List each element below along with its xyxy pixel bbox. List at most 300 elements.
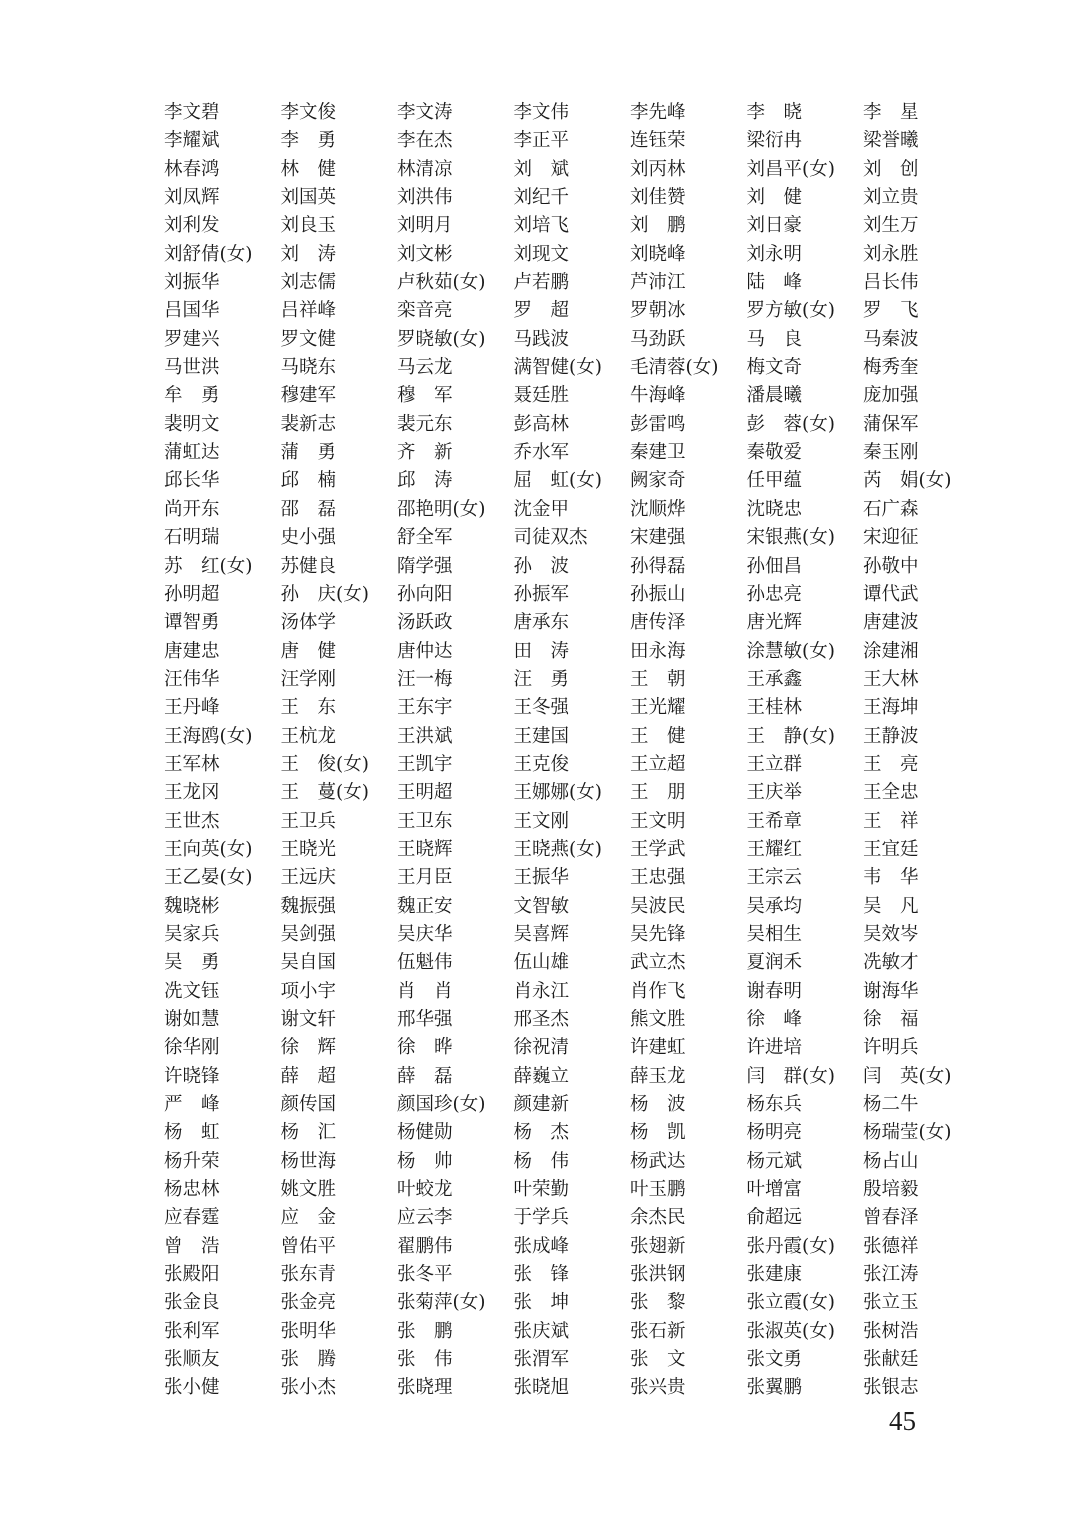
name-entry: 冼文钰 <box>164 980 220 1002</box>
name-entry: 徐 晔 <box>397 1037 453 1059</box>
name-entry: 王龙冈 <box>164 782 220 804</box>
name-entry: 王月臣 <box>397 867 453 889</box>
name-entry: 杨 杰 <box>513 1122 570 1144</box>
name-entry: 隋学强 <box>397 555 453 577</box>
name-entry: 徐华刚 <box>164 1037 220 1059</box>
name-entry: 王卫东 <box>397 810 453 832</box>
name-entry: 谢文轩 <box>280 1009 337 1030</box>
name-entry: 张淑英(女) <box>746 1320 835 1342</box>
name-entry: 王 朋 <box>630 782 686 804</box>
name-entry: 伍山雄 <box>513 952 570 974</box>
name-entry: 任甲蕴 <box>746 470 803 492</box>
name-entry: 孙振军 <box>513 583 570 605</box>
name-entry: 王世杰 <box>164 810 220 832</box>
name-entry: 张 鹏 <box>397 1320 453 1342</box>
name-entry: 王建国 <box>513 725 570 747</box>
name-entry: 田 涛 <box>513 640 570 662</box>
name-entry: 沈金甲 <box>513 498 570 520</box>
name-entry: 谢如慧 <box>164 1009 220 1030</box>
name-entry: 舒全军 <box>397 527 453 549</box>
name-entry: 罗方敏(女) <box>746 300 835 322</box>
name-entry: 王克俊 <box>513 753 570 775</box>
name-entry: 秦敬爱 <box>746 442 803 464</box>
name-entry: 杨升荣 <box>164 1150 220 1172</box>
name-entry: 薛 磊 <box>397 1065 453 1087</box>
name-entry: 吕长伟 <box>863 272 919 294</box>
name-entry: 王 健 <box>630 725 686 747</box>
name-entry: 刘佳赞 <box>630 187 686 209</box>
name-entry: 应春霆 <box>164 1207 220 1229</box>
name-entry: 孙 庆(女) <box>280 583 369 605</box>
name-entry: 曾 浩 <box>164 1235 220 1257</box>
name-entry: 王桂林 <box>746 697 803 719</box>
name-entry: 屈 虹(女) <box>513 470 602 492</box>
name-entry: 李先峰 <box>630 102 686 123</box>
name-entry: 李正平 <box>513 130 570 152</box>
name-entry: 罗 飞 <box>863 300 919 322</box>
name-entry: 韦 华 <box>863 867 919 889</box>
name-entry: 刘良玉 <box>280 215 337 237</box>
name-entry: 卢若鹏 <box>513 272 570 294</box>
name-entry: 裴明文 <box>164 413 220 435</box>
name-entry: 王远庆 <box>280 867 337 889</box>
name-entry: 孙明超 <box>164 583 220 605</box>
name-entry: 杨健勋 <box>397 1122 453 1144</box>
name-entry: 张明华 <box>280 1320 337 1342</box>
name-entry: 刘晓峰 <box>630 243 686 265</box>
name-entry: 张丹霞(女) <box>746 1235 835 1257</box>
name-entry: 王 东 <box>280 697 337 719</box>
name-entry: 唐仲达 <box>397 640 453 662</box>
name-entry: 王晓光 <box>280 838 337 860</box>
name-entry: 卢秋茹(女) <box>397 272 486 294</box>
name-entry: 王 亮 <box>863 753 919 775</box>
name-entry: 冼敏才 <box>863 952 919 974</box>
name-entry: 田永海 <box>630 640 686 662</box>
name-entry: 杨 伟 <box>513 1150 570 1172</box>
name-entry: 谢春明 <box>746 980 803 1002</box>
name-entry: 汪 勇 <box>513 668 570 690</box>
name-entry: 薛 超 <box>280 1065 337 1087</box>
name-entry: 李耀斌 <box>164 130 220 152</box>
name-entry: 孙忠亮 <box>746 583 803 605</box>
name-entry: 王文刚 <box>513 810 570 832</box>
name-entry: 罗建兴 <box>164 328 220 350</box>
name-entry: 文智敏 <box>513 895 570 917</box>
name-entry: 杨瑞莹(女) <box>863 1122 952 1144</box>
name-entry: 谢海华 <box>863 980 919 1002</box>
name-entry: 杨 波 <box>630 1094 686 1116</box>
name-entry: 刘 创 <box>863 158 919 180</box>
name-entry: 邱 涛 <box>397 470 453 492</box>
name-entry: 蒲 勇 <box>280 442 337 464</box>
name-entry: 王希章 <box>746 810 803 832</box>
name-entry: 颜传国 <box>280 1094 337 1116</box>
name-entry: 刘现文 <box>513 243 570 265</box>
name-entry: 王立群 <box>746 753 803 775</box>
name-entry: 杨占山 <box>863 1150 919 1172</box>
name-entry: 刘志儒 <box>280 272 337 294</box>
name-entry: 徐 辉 <box>280 1037 337 1059</box>
name-entry: 连钰荣 <box>630 130 686 152</box>
name-entry: 刘培飞 <box>513 215 570 237</box>
name-entry: 邢华强 <box>397 1009 453 1030</box>
name-entry: 刘 涛 <box>280 243 337 265</box>
name-entry: 张渭军 <box>513 1349 570 1371</box>
name-entry: 彭 蓉(女) <box>746 413 835 435</box>
name-entry: 司徒双杰 <box>513 527 588 549</box>
name-entry: 殷培毅 <box>863 1179 919 1201</box>
name-entry: 刘日豪 <box>746 215 803 237</box>
name-entry: 马世洪 <box>164 357 220 379</box>
name-entry: 吕国华 <box>164 300 220 322</box>
name-entry: 马秦波 <box>863 328 919 350</box>
name-entry: 叶蛟龙 <box>397 1179 453 1201</box>
name-entry: 夏润禾 <box>746 952 803 974</box>
name-entry: 王军林 <box>164 753 220 775</box>
name-entry: 王凯宇 <box>397 753 453 775</box>
name-entry: 王 静(女) <box>746 725 835 747</box>
name-entry: 张庆斌 <box>513 1320 570 1342</box>
name-entry: 苏健良 <box>280 555 337 577</box>
name-entry: 秦建卫 <box>630 442 686 464</box>
name-entry: 邱 楠 <box>280 470 337 492</box>
name-entry: 张 锋 <box>513 1264 570 1286</box>
name-entry: 吴喜辉 <box>513 923 570 945</box>
name-entry: 吴先锋 <box>630 923 686 945</box>
name-entry: 蒲虹达 <box>164 442 220 464</box>
name-entry: 王忠强 <box>630 867 686 889</box>
name-entry: 王晓燕(女) <box>513 838 602 860</box>
name-entry: 唐建忠 <box>164 640 220 662</box>
name-entry: 马劲跃 <box>630 328 686 350</box>
name-entry: 曾春泽 <box>863 1207 919 1229</box>
name-entry: 吴剑强 <box>280 923 337 945</box>
name-entry: 张银志 <box>863 1377 919 1399</box>
name-entry: 颜国珍(女) <box>397 1094 486 1116</box>
name-entry: 曾佑平 <box>280 1235 337 1257</box>
name-entry: 颜建新 <box>513 1094 570 1116</box>
name-entry: 张金良 <box>164 1292 220 1314</box>
name-entry: 吴效岑 <box>863 923 919 945</box>
name-entry: 许晓锋 <box>164 1065 220 1087</box>
name-entry: 杨元斌 <box>746 1150 803 1172</box>
name-entry: 张小杰 <box>280 1377 337 1399</box>
name-entry: 魏振强 <box>280 895 337 917</box>
name-entry: 孙振山 <box>630 583 686 605</box>
name-entry: 闫 英(女) <box>863 1065 952 1087</box>
name-entry: 刘明月 <box>397 215 453 237</box>
name-entry: 翟鹏伟 <box>397 1235 453 1257</box>
name-entry: 杨 凯 <box>630 1122 686 1144</box>
name-entry: 刘洪伟 <box>397 187 453 209</box>
name-entry: 潘晨曦 <box>746 385 803 407</box>
name-entry: 马云龙 <box>397 357 453 379</box>
name-entry: 杨忠林 <box>164 1179 220 1201</box>
name-entry: 李在杰 <box>397 130 453 152</box>
name-entry: 徐祝清 <box>513 1037 570 1059</box>
name-entry: 唐 健 <box>280 640 337 662</box>
name-entry: 孙敬中 <box>863 555 919 577</box>
name-entry: 张金亮 <box>280 1292 337 1314</box>
name-entry: 唐光辉 <box>746 612 803 634</box>
name-entry: 林春鸿 <box>164 158 220 180</box>
name-entry: 王 祥 <box>863 810 919 832</box>
name-entry: 张菊萍(女) <box>397 1292 486 1314</box>
name-entry: 孙佃昌 <box>746 555 803 577</box>
name-entry: 梅秀奎 <box>863 357 919 379</box>
name-entry: 杨明亮 <box>746 1122 803 1144</box>
name-entry: 王庆举 <box>746 782 803 804</box>
name-entry: 熊文胜 <box>630 1009 686 1030</box>
name-entry: 闫 群(女) <box>746 1065 835 1087</box>
name-entry: 张建康 <box>746 1264 803 1286</box>
name-entry: 裴元东 <box>397 413 453 435</box>
name-entry: 徐 峰 <box>746 1009 803 1030</box>
name-entry: 应 金 <box>280 1207 337 1229</box>
name-entry: 严 峰 <box>164 1094 220 1116</box>
name-entry: 罗文健 <box>280 328 337 350</box>
name-entry: 吴承均 <box>746 895 803 917</box>
name-entry: 王海鸥(女) <box>164 725 253 747</box>
name-entry: 毛清蓉(女) <box>630 357 719 379</box>
name-entry: 林清凉 <box>397 158 453 180</box>
name-entry: 王文明 <box>630 810 686 832</box>
name-entry: 杨东兵 <box>746 1094 803 1116</box>
name-entry: 王洪斌 <box>397 725 453 747</box>
name-entry: 张顺友 <box>164 1349 220 1371</box>
name-entry: 王宜廷 <box>863 838 919 860</box>
name-entry: 张殿阳 <box>164 1264 220 1286</box>
name-entry: 谭代武 <box>863 583 919 605</box>
name-entry: 聂廷胜 <box>513 385 570 407</box>
name-entry: 陆 峰 <box>746 272 803 294</box>
name-entry: 刘立贵 <box>863 187 919 209</box>
name-entry: 马践波 <box>513 328 570 350</box>
name-entry: 王静波 <box>863 725 919 747</box>
name-entry: 史小强 <box>280 527 337 549</box>
name-entry: 张翅新 <box>630 1235 686 1257</box>
name-entry: 罗晓敏(女) <box>397 328 486 350</box>
name-entry: 许明兵 <box>863 1037 919 1059</box>
name-entry: 王海坤 <box>863 697 919 719</box>
name-entry: 穆建军 <box>280 385 337 407</box>
name-entry: 吴庆华 <box>397 923 453 945</box>
name-entry: 张德祥 <box>863 1235 919 1257</box>
name-list-grid <box>164 99 980 1403</box>
name-entry: 张翼鹏 <box>746 1377 803 1399</box>
name-entry: 李文涛 <box>397 102 453 123</box>
name-entry: 刘文彬 <box>397 243 453 265</box>
name-entry: 项小宇 <box>280 980 337 1002</box>
name-entry: 刘 斌 <box>513 158 570 180</box>
name-entry: 张冬平 <box>397 1264 453 1286</box>
name-entry: 肖作飞 <box>630 980 686 1002</box>
name-entry: 张晓旭 <box>513 1377 570 1399</box>
name-entry: 杨 汇 <box>280 1122 337 1144</box>
name-entry: 杨 帅 <box>397 1150 453 1172</box>
name-entry: 梁誉曦 <box>863 130 919 152</box>
name-entry: 马 良 <box>746 328 803 350</box>
name-entry: 石明瑞 <box>164 527 220 549</box>
name-entry: 王 朝 <box>630 668 686 690</box>
name-entry: 刘振华 <box>164 272 220 294</box>
name-entry: 孙得磊 <box>630 555 686 577</box>
name-entry: 唐建波 <box>863 612 919 634</box>
name-entry: 张成峰 <box>513 1235 570 1257</box>
name-entry: 吴相生 <box>746 923 803 945</box>
name-entry: 王学武 <box>630 838 686 860</box>
name-entry: 牟 勇 <box>164 385 220 407</box>
name-entry: 阙家奇 <box>630 470 686 492</box>
name-entry: 栾音亮 <box>397 300 453 322</box>
name-entry: 芦沛江 <box>630 272 686 294</box>
name-entry: 彭雷鸣 <box>630 413 686 435</box>
name-entry: 俞超远 <box>746 1207 803 1229</box>
name-entry: 吴自国 <box>280 952 337 974</box>
name-entry: 涂建湘 <box>863 640 919 662</box>
name-entry: 刘 鹏 <box>630 215 686 237</box>
name-entry: 杨世海 <box>280 1150 337 1172</box>
name-entry: 林 健 <box>280 158 337 180</box>
name-entry: 张 黎 <box>630 1292 686 1314</box>
name-entry: 徐 福 <box>863 1009 919 1030</box>
name-entry: 吴家兵 <box>164 923 220 945</box>
name-entry: 沈晓忠 <box>746 498 803 520</box>
name-entry: 王杭龙 <box>280 725 337 747</box>
name-entry: 张东青 <box>280 1264 337 1286</box>
name-entry: 许进培 <box>746 1037 803 1059</box>
name-entry: 梅文奇 <box>746 357 803 379</box>
name-entry: 刘凤辉 <box>164 187 220 209</box>
name-entry: 李文碧 <box>164 102 220 123</box>
name-entry: 齐 新 <box>397 442 453 464</box>
name-entry: 邵艳明(女) <box>397 498 486 520</box>
name-entry: 石广森 <box>863 498 919 520</box>
name-entry: 王 俊(女) <box>280 753 369 775</box>
name-entry: 芮 娟(女) <box>863 470 952 492</box>
name-entry: 叶增富 <box>746 1179 803 1201</box>
name-entry: 张小健 <box>164 1377 220 1399</box>
name-entry: 梁衍冉 <box>746 130 803 152</box>
name-entry: 宋迎征 <box>863 527 919 549</box>
name-entry: 李文俊 <box>280 102 337 123</box>
name-entry: 李 勇 <box>280 130 337 152</box>
name-entry: 刘永胜 <box>863 243 919 265</box>
name-entry: 孙向阳 <box>397 583 453 605</box>
name-entry: 刘 健 <box>746 187 803 209</box>
name-entry: 张兴贵 <box>630 1377 686 1399</box>
name-entry: 王乙晏(女) <box>164 867 253 889</box>
name-entry: 杨二牛 <box>863 1094 919 1116</box>
name-entry: 王卫兵 <box>280 810 337 832</box>
name-entry: 薛玉龙 <box>630 1065 686 1087</box>
name-entry: 邱长华 <box>164 470 220 492</box>
name-entry: 王承鑫 <box>746 668 803 690</box>
name-entry: 吕祥峰 <box>280 300 337 322</box>
name-entry: 吴 勇 <box>164 952 220 974</box>
name-entry: 王明超 <box>397 782 453 804</box>
name-entry: 叶荣勤 <box>513 1179 570 1201</box>
name-entry: 张石新 <box>630 1320 686 1342</box>
name-entry: 满智健(女) <box>513 357 602 379</box>
name-entry: 刘国英 <box>280 187 337 209</box>
name-entry: 魏正安 <box>397 895 453 917</box>
name-entry: 杨 虹 <box>164 1122 220 1144</box>
name-entry: 伍魁伟 <box>397 952 453 974</box>
name-entry: 张 文 <box>630 1349 686 1371</box>
name-entry: 应云李 <box>397 1207 453 1229</box>
name-entry: 王东宇 <box>397 697 453 719</box>
name-entry: 牛海峰 <box>630 385 686 407</box>
name-entry: 刘利发 <box>164 215 220 237</box>
name-entry: 王振华 <box>513 867 570 889</box>
name-entry: 尚开东 <box>164 498 220 520</box>
name-entry: 张江涛 <box>863 1264 919 1286</box>
name-entry: 谭智勇 <box>164 612 220 634</box>
name-entry: 张献廷 <box>863 1349 919 1371</box>
name-entry: 汪伟华 <box>164 668 220 690</box>
name-entry: 罗 超 <box>513 300 570 322</box>
name-entry: 张文勇 <box>746 1349 803 1371</box>
name-entry: 蒲保军 <box>863 413 919 435</box>
name-entry: 汤体学 <box>280 612 337 634</box>
name-entry: 李 晓 <box>746 102 803 123</box>
name-entry: 武立杰 <box>630 952 686 974</box>
name-entry: 叶玉鹏 <box>630 1179 686 1201</box>
name-entry: 彭高林 <box>513 413 570 435</box>
name-entry: 秦玉刚 <box>863 442 919 464</box>
name-entry: 王大林 <box>863 668 919 690</box>
name-entry: 李 星 <box>863 102 919 123</box>
name-entry: 庞加强 <box>863 385 919 407</box>
name-entry: 王娜娜(女) <box>513 782 602 804</box>
name-entry: 张 伟 <box>397 1349 453 1371</box>
name-entry: 穆 军 <box>397 385 453 407</box>
name-entry: 王宗云 <box>746 867 803 889</box>
name-entry: 刘永明 <box>746 243 803 265</box>
name-entry: 姚文胜 <box>280 1179 337 1201</box>
name-entry: 张树浩 <box>863 1320 919 1342</box>
name-entry: 邢圣杰 <box>513 1009 570 1030</box>
name-entry: 汪学刚 <box>280 668 337 690</box>
name-entry: 王光耀 <box>630 697 686 719</box>
name-entry: 余杰民 <box>630 1207 686 1229</box>
name-entry: 吴 凡 <box>863 895 919 917</box>
name-entry: 王晓辉 <box>397 838 453 860</box>
name-entry: 吴波民 <box>630 895 686 917</box>
name-entry: 涂慧敏(女) <box>746 640 835 662</box>
name-entry: 刘舒倩(女) <box>164 243 253 265</box>
name-entry: 苏 红(女) <box>164 555 253 577</box>
name-entry: 邵 磊 <box>280 498 337 520</box>
name-entry: 马晓东 <box>280 357 337 379</box>
name-entry: 张 坤 <box>513 1292 570 1314</box>
name-entry: 王 蔓(女) <box>280 782 369 804</box>
name-entry: 沈顺烨 <box>630 498 686 520</box>
name-entry: 张立霞(女) <box>746 1292 835 1314</box>
name-entry: 汤跃政 <box>397 612 453 634</box>
name-entry: 汪一梅 <box>397 668 453 690</box>
name-entry: 王向英(女) <box>164 838 253 860</box>
name-entry: 宋银燕(女) <box>746 527 835 549</box>
name-entry: 刘生万 <box>863 215 919 237</box>
name-entry: 魏晓彬 <box>164 895 220 917</box>
name-entry: 宋建强 <box>630 527 686 549</box>
name-entry: 张洪钢 <box>630 1264 686 1286</box>
name-entry: 肖永江 <box>513 980 570 1002</box>
name-entry: 刘昌平(女) <box>746 158 835 180</box>
